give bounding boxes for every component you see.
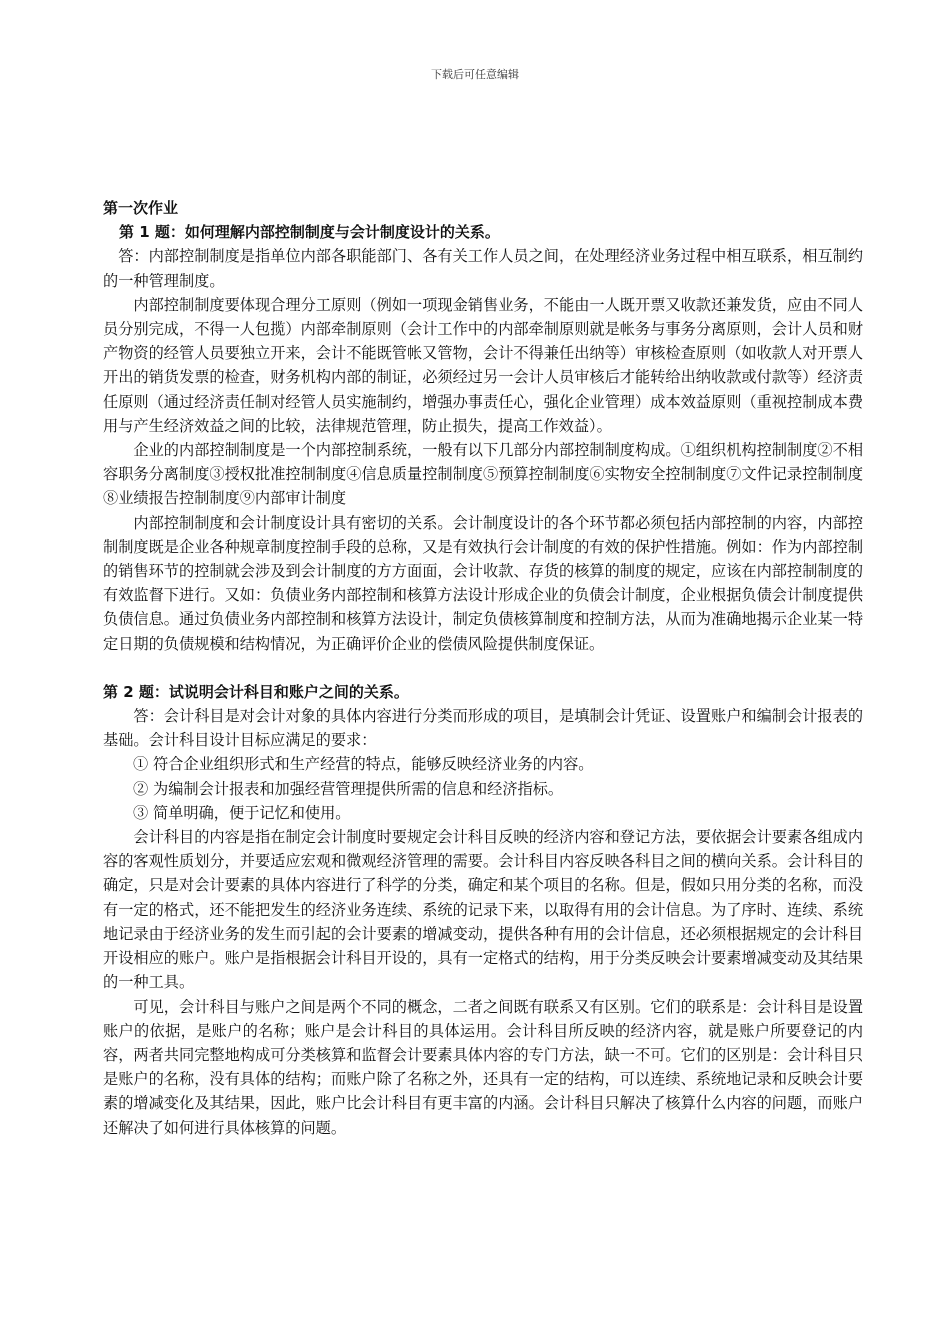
question-2-answer-paragraph-2: 会计科目的内容是指在制定会计制度时要规定会计科目反映的经济内容和登记方法，要依据会计要素各组成内容的客观性质划分，并要适应宏观和微观经济管理的需要。会计科目内容反映各科目之间的横向关系。会计科目的确定，只是对会计要素的具体内容进行了科学的分类，确定和某个项目的名称。但是，假如只用分类的名称，而没有一定的格式，还不能把发生的经济业务连续、系统的记录下来，以取得有用的会计信息。为了序时、连续、系统地记录由于经济业务的发生而引起的会计要素的增减变动，提供各种有用的会计信息，还必须根据规定的会计科目开设相应的账户。账户是指根据会计科目开设的，具有一定格式的结构，用于分类反映会计要素增减变动及其结果的一种工具。 [103, 828, 863, 992]
question-1-section [103, 220, 863, 656]
document-body [103, 196, 863, 1140]
header-note: 下载后可任意编辑 [431, 68, 519, 81]
question-1-title: 第 1 题：如何理解内部控制制度与会计制度设计的关系。 [119, 223, 500, 242]
question-2-answer-paragraph-3: 可见，会计科目与账户之间是两个不同的概念，二者之间既有联系又有区别。它们的联系是：会计科目是设置账户的依据，是账户的名称；账户是会计科目的具体运用。会计科目所反映的经济内容，就是账户所要登记的内容，两者共同完整地构成可分类核算和监督会计要素具体内容的专门方法，缺一不可。它们的区别是：会计科目只是账户的名称，没有具体的结构；而账户除了名称之外，还具有一定的结构，可以连续、系统地记录和反映会计要素的增减变化及其结果，因此，账户比会计科目有更丰富的内涵。会计科目只解决了核算什么内容的问题，而账户还解决了如何进行具体核算的问题。 [103, 997, 863, 1137]
section-spacer [103, 656, 863, 680]
requirement-list-item: ③ 简单明确，便于记忆和使用。 [133, 803, 351, 822]
document-title: 第一次作业 [103, 199, 179, 217]
requirement-list-item: ② 为编制会计报表和加强经营管理提供所需的信息和经济指标。 [133, 779, 564, 798]
question-1-answer-paragraph-3: 企业的内部控制制度是一个内部控制系统，一般有以下几部分内部控制制度构成。①组织机构控制制度②不相容职务分离制度③授权批准控制制度④信息质量控制制度⑤预算控制制度⑥实物安全控制制度⑦文件记录控制制度⑧业绩报告控制制度⑨内部审计制度 [103, 441, 863, 508]
question-2-section [103, 680, 863, 1140]
question-2-answer-paragraph-1: 答：会计科目是对会计对象的具体内容进行分类而形成的项目，是填制会计凭证、设置账户和编制会计报表的基础。会计科目设计目标应满足的要求： [103, 707, 863, 750]
requirement-list-item: ① 符合企业组织形式和生产经营的特点，能够反映经济业务的内容。 [133, 755, 594, 774]
question-1-answer-paragraph-4: 内部控制制度和会计制度设计具有密切的关系。会计制度设计的各个环节都必须包括内部控制的内容，内部控制制度既是企业各种规章制度控制手段的总称，又是有效执行会计制度的有效的保护性措施。例如：作为内部控制的销售环节的控制就会涉及到会计制度的方方面面，会计收款、存货的核算的制度的规定，应该在内部控制制度的有效监督下进行。又如：负债业务内部控制和核算方法设计形成企业的负债会计制度，企业根据负债会计制度提供负债信息。通过负债业务内部控制和核算方法设计，制定负债核算制度和控制方法，从而为准确地揭示企业某一特定日期的负债规模和结构情况，为正确评价企业的偿债风险提供制度保证。 [103, 513, 863, 653]
question-2-title: 第 2 题：试说明会计科目和账户之间的关系。 [103, 682, 409, 701]
question-1-answer-paragraph-2: 内部控制制度要体现合理分工原则（例如一项现金销售业务，不能由一人既开票又收款还兼发货，应由不同人员分别完成，不得一人包揽）内部牵制原则（会计工作中的内部牵制原则就是帐务与事务分离原则，会计人员和财产物资的经管人员要独立开来，会计不能既管帐又管物，会计不得兼任出纳等）审核检查原则（如收款人对开票人开出的销货发票的检查，财务机构内部的制证，必须经过另一会计人员审核后才能转给出纳收款或付款等）经济责任原则（通过经济责任制对经管人员实施制约，增强办事责任心，强化企业管理）成本效益原则（重视控制成本费用与产生经济效益之间的比较，法律规范管理，防止损失，提高工作效益）。 [103, 295, 863, 435]
question-1-answer-paragraph-1: 答：内部控制制度是指单位内部各职能部门、各有关工作人员之间，在处理经济业务过程中相互联系，相互制约的一种管理制度。 [103, 247, 863, 290]
